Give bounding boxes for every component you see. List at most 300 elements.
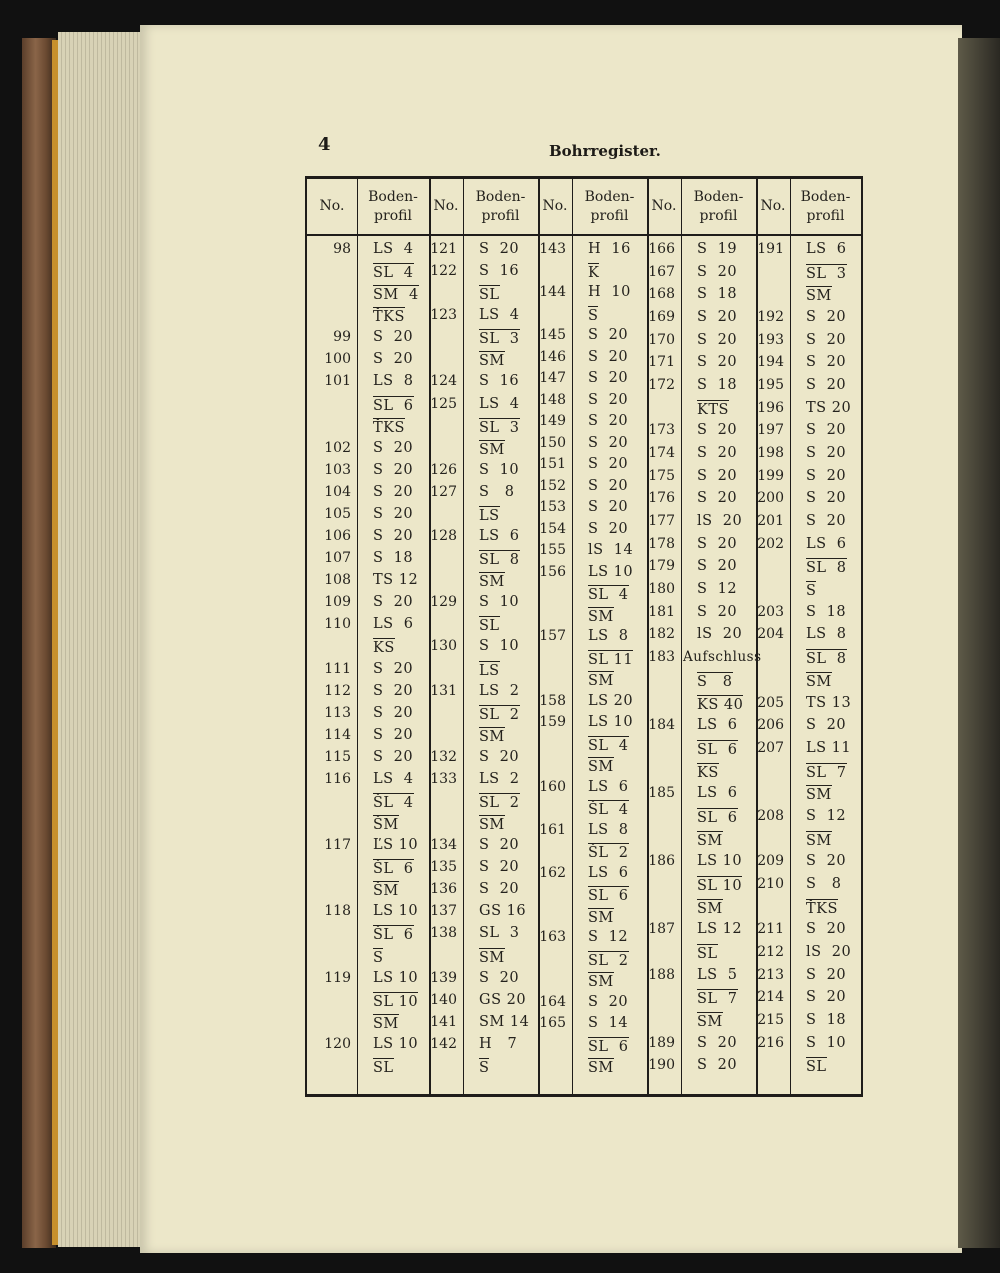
soil-profile-layer: LS 8	[806, 626, 847, 643]
soil-profile-layer: ŤKS	[373, 419, 405, 436]
soil-profile-layer: S 20	[373, 329, 414, 346]
borehole-number: 149	[539, 413, 566, 430]
soil-profile-layer: SM	[697, 1013, 723, 1030]
borehole-number: 177	[648, 513, 675, 530]
borehole-number: 209	[757, 853, 784, 870]
soil-profile-layer: SM	[806, 832, 832, 849]
borehole-number: 108	[324, 572, 351, 589]
borehole-number: 183	[648, 649, 675, 666]
soil-profile-layer: S 20	[806, 717, 847, 734]
header-no: No.	[433, 198, 459, 214]
borehole-number: 154	[539, 520, 566, 537]
borehole-number: 138	[430, 925, 457, 942]
soil-profile-layer: LS 4	[373, 770, 414, 787]
soil-profile-layer: S	[373, 949, 384, 966]
header-profile-line1: Boden-	[475, 188, 526, 205]
soil-profile-layer: K	[588, 264, 600, 281]
borehole-number: 120	[324, 1035, 351, 1052]
borehole-number: 110	[324, 616, 351, 633]
soil-profile-layer: SL	[479, 618, 500, 635]
soil-profile-layer: ŠL 6	[373, 927, 414, 944]
header-profile-line2: profil	[590, 207, 629, 224]
borehole-number: 170	[648, 331, 675, 348]
borehole-number: 115	[324, 748, 351, 765]
header-no: No.	[542, 198, 568, 214]
borehole-number: 139	[430, 969, 457, 986]
header-profile-line1: Boden-	[368, 188, 418, 205]
soil-profile-layer: LS 6	[479, 528, 520, 545]
borehole-number: 193	[757, 331, 784, 348]
borehole-number: 188	[648, 966, 675, 983]
borehole-number: 176	[648, 490, 675, 507]
header-bodenprofil	[572, 179, 647, 234]
borehole-number: 164	[539, 993, 566, 1010]
borehole-number: 152	[539, 477, 566, 494]
soil-profile-layer: TS 12	[373, 572, 419, 589]
soil-profile-layer: SL 6	[373, 397, 414, 414]
borehole-number: 132	[430, 748, 457, 765]
borehole-number: 111	[324, 660, 351, 677]
borehole-number: 182	[648, 626, 675, 643]
soil-profile-layer: LS 6	[373, 616, 414, 633]
soil-profile-layer: SL 7	[697, 991, 738, 1008]
borehole-number: 124	[430, 373, 457, 390]
borehole-number: 126	[430, 461, 457, 478]
soil-profile-layer: S 20	[806, 966, 847, 983]
borehole-number: 190	[648, 1057, 675, 1074]
borehole-number: 161	[539, 821, 566, 838]
borehole-number: 187	[648, 921, 675, 938]
soil-profile-layer: S 20	[697, 1034, 738, 1051]
borehole-number: 207	[757, 739, 784, 756]
borehole-number: 178	[648, 535, 675, 552]
soil-profile-layer: S 20	[806, 422, 847, 439]
soil-profile-layer: SL 3	[806, 265, 847, 282]
soil-profile-layer: SL 6	[697, 809, 738, 826]
soil-profile-layer: SL 4	[588, 587, 629, 604]
soil-profile-layer: LS 2	[479, 682, 520, 699]
soil-profile-layer: SM	[588, 608, 614, 625]
borehole-number: 156	[539, 563, 566, 580]
soil-profile-layer: S 12	[806, 807, 847, 824]
soil-profile-layer: SM	[588, 1060, 614, 1077]
soil-profile-layer: S 20	[588, 434, 629, 451]
borehole-number: 212	[757, 943, 784, 960]
soil-profile-layer: SM	[806, 673, 832, 690]
borehole-number: 121	[430, 241, 457, 257]
soil-profile-layer: SL	[697, 945, 718, 962]
borehole-number: 206	[757, 717, 784, 734]
borehole-number: 195	[757, 377, 784, 394]
borehole-number: 172	[648, 377, 675, 394]
soil-profile-layer: LS 6	[697, 785, 738, 802]
borehole-number: 168	[648, 286, 675, 303]
borehole-number: 197	[757, 422, 784, 439]
soil-profile-layer: LS 10	[373, 1035, 419, 1052]
soil-profile-layer: S 10	[806, 1034, 847, 1051]
soil-profile-layer: LS 10	[373, 903, 419, 920]
soil-profile-layer: S 20	[588, 477, 629, 494]
borehole-number: 143	[539, 241, 566, 257]
soil-profile-layer: SL 6	[588, 888, 629, 905]
borehole-number: 216	[757, 1034, 784, 1051]
soil-profile-layer: ŠM	[373, 817, 399, 834]
soil-profile-layer: lS 20	[806, 943, 852, 960]
soil-profile-layer: TS 13	[806, 694, 852, 711]
borehole-number: 113	[324, 704, 351, 721]
soil-profile-layer: SL 4	[588, 737, 629, 754]
soil-profile-layer: SL 8	[806, 651, 847, 668]
borehole-number: 169	[648, 309, 675, 326]
soil-profile-layer: S 10	[479, 638, 520, 655]
borehole-number: 194	[757, 354, 784, 371]
borehole-number: 144	[539, 284, 566, 301]
soil-profile-layer: S 20	[588, 327, 629, 344]
borehole-number: 213	[757, 966, 784, 983]
borehole-number: 214	[757, 989, 784, 1006]
header-profile-line1: Boden-	[693, 188, 744, 205]
soil-profile-layer: LS 11	[806, 739, 852, 756]
soil-profile-layer: S 20	[588, 391, 629, 408]
soil-profile-layer: TS 20	[806, 399, 852, 416]
header-profile-line1: Boden-	[800, 188, 851, 205]
borehole-number: 201	[757, 513, 784, 530]
soil-profile-layer: LS 6	[588, 778, 629, 795]
header-profile-line1: Boden-	[584, 188, 635, 205]
column-divider	[790, 179, 791, 1094]
soil-profile-layer: S 20	[373, 748, 414, 765]
soil-profile-layer: LS 8	[588, 628, 629, 645]
soil-profile-layer: Aufschluss	[683, 649, 762, 666]
soil-profile-layer: SM	[697, 900, 723, 917]
soil-profile-layer: KS	[373, 640, 395, 657]
soil-profile-layer: S 18	[806, 603, 847, 620]
soil-profile-layer: SL 3	[479, 419, 520, 436]
soil-profile-layer: S 20	[588, 348, 629, 365]
borehole-number: 129	[430, 594, 457, 611]
borehole-number: 175	[648, 467, 675, 484]
soil-profile-layer: S 14	[588, 1015, 629, 1032]
soil-profile-layer: SL 3	[479, 925, 520, 942]
soil-profile-layer: SM	[588, 673, 614, 690]
soil-profile-layer: LS 6	[697, 717, 738, 734]
column-divider	[681, 179, 682, 1094]
soil-profile-layer: S 8	[479, 483, 515, 500]
header-profile-line2: profil	[699, 207, 738, 224]
borehole-number: 162	[539, 864, 566, 881]
soil-profile-layer: SL 2	[479, 794, 520, 811]
soil-profile-layer: S 20	[697, 1057, 738, 1074]
soil-profile-layer: S 18	[697, 286, 738, 303]
borehole-number: 130	[430, 638, 457, 655]
soil-profile-layer: SL 2	[479, 706, 520, 723]
header-bodenprofil	[357, 179, 429, 234]
borehole-number: 192	[757, 309, 784, 326]
borehole-number: 104	[324, 483, 351, 500]
soil-profile-layer: S 18	[697, 377, 738, 394]
borehole-number: 196	[757, 399, 784, 416]
soil-profile-layer: GS 20	[479, 991, 527, 1008]
soil-profile-layer: S 20	[588, 370, 629, 387]
soil-profile-layer: ĽS 10	[373, 837, 419, 854]
borehole-number: 167	[648, 263, 675, 280]
borehole-number: 131	[430, 682, 457, 699]
soil-profile-layer: LS 12	[697, 921, 743, 938]
soil-profile-layer: S 20	[479, 859, 520, 876]
borehole-number: 215	[757, 1011, 784, 1028]
borehole-number: 198	[757, 445, 784, 462]
soil-profile-layer: S 8	[697, 673, 733, 690]
borehole-number: 200	[757, 490, 784, 507]
soil-profile-layer: S 20	[588, 456, 629, 473]
soil-profile-layer: H 10	[588, 284, 631, 301]
soil-profile-layer: S 20	[806, 513, 847, 530]
soil-profile-layer: S 20	[588, 499, 629, 516]
soil-profile-layer: LS 10	[697, 853, 743, 870]
soil-profile-layer: S 20	[373, 439, 414, 456]
soil-profile-layer: S 20	[373, 351, 414, 368]
soil-profile-layer: SL 10	[697, 877, 743, 894]
soil-profile-layer: S 20	[373, 461, 414, 478]
soil-profile-layer: S 20	[373, 726, 414, 743]
bohrregister-table	[305, 176, 863, 1097]
facing-page-shadow	[958, 38, 1000, 1248]
borehole-number: 204	[757, 626, 784, 643]
soil-profile-layer: SL	[373, 1059, 394, 1076]
soil-profile-layer: LS 4	[479, 395, 520, 412]
soil-profile-layer: H 7	[479, 1035, 518, 1052]
borehole-number: 99	[333, 329, 351, 346]
borehole-number: 141	[430, 1013, 457, 1030]
page-title: Bohrregister.	[549, 142, 661, 160]
soil-profile-layer: LS 10	[588, 714, 634, 731]
borehole-number: 186	[648, 853, 675, 870]
borehole-number: 165	[539, 1015, 566, 1032]
borehole-number: 151	[539, 456, 566, 473]
header-bodenprofil	[681, 179, 756, 234]
column-divider	[357, 179, 358, 1094]
soil-profile-layer: LS 2	[479, 770, 520, 787]
soil-profile-layer: KS 40	[697, 696, 744, 713]
borehole-number: 106	[324, 528, 351, 545]
soil-profile-layer: LS 4	[479, 307, 520, 324]
soil-profile-layer: lS 20	[697, 626, 743, 643]
soil-profile-layer: SM	[373, 1015, 399, 1032]
soil-profile-layer: S 20	[479, 748, 520, 765]
soil-profile-layer: S 18	[373, 550, 414, 567]
soil-profile-layer: KS	[697, 764, 719, 781]
soil-profile-layer: S 20	[373, 660, 414, 677]
header-bodenprofil	[463, 179, 538, 234]
column-divider	[572, 179, 573, 1094]
borehole-number: 100	[324, 351, 351, 368]
borehole-number: 112	[324, 682, 351, 699]
header-no: No.	[319, 198, 345, 214]
borehole-number: 180	[648, 581, 675, 598]
borehole-number: 160	[539, 778, 566, 795]
borehole-number: 158	[539, 692, 566, 709]
soil-profile-layer: S 20	[373, 704, 414, 721]
soil-profile-layer: SM	[588, 909, 614, 926]
soil-profile-layer: S 20	[697, 354, 738, 371]
soil-profile-layer: ŤKS	[373, 309, 405, 326]
borehole-number: 117	[324, 837, 351, 854]
borehole-number: 179	[648, 558, 675, 575]
soil-profile-layer: SL	[806, 1059, 827, 1076]
borehole-number: 125	[430, 395, 457, 412]
soil-profile-layer: LS 6	[806, 535, 847, 552]
soil-profile-layer: S 20	[697, 603, 738, 620]
soil-profile-layer: S 20	[806, 445, 847, 462]
borehole-number: 137	[430, 903, 457, 920]
borehole-number: 146	[539, 348, 566, 365]
soil-profile-layer: SL 10	[373, 993, 419, 1010]
soil-profile-layer: LS 6	[588, 864, 629, 881]
soil-profile-layer: lS 14	[588, 542, 634, 559]
borehole-number: 145	[539, 327, 566, 344]
soil-profile-layer: LS 5	[697, 966, 738, 983]
soil-profile-layer: S 20	[373, 483, 414, 500]
soil-profile-layer: SL 6	[588, 1038, 629, 1055]
borehole-number: 105	[324, 505, 351, 522]
borehole-number: 181	[648, 603, 675, 620]
soil-profile-layer: SL 2	[588, 952, 629, 969]
header-profile-line2: profil	[481, 207, 520, 224]
borehole-number: 102	[324, 439, 351, 456]
borehole-number: 135	[430, 859, 457, 876]
soil-profile-layer: SM	[479, 949, 505, 966]
soil-profile-layer: S 12	[588, 929, 629, 946]
borehole-number: 114	[324, 726, 351, 743]
soil-profile-layer: SL 3	[479, 331, 520, 348]
soil-profile-layer: LS 20	[588, 692, 634, 709]
borehole-number: 116	[324, 770, 351, 787]
soil-profile-layer: S 20	[479, 969, 520, 986]
soil-profile-layer: S	[588, 307, 599, 324]
borehole-number: 133	[430, 770, 457, 787]
soil-profile-layer: S 20	[588, 520, 629, 537]
soil-profile-layer: ŠM	[373, 883, 399, 900]
soil-profile-layer: S 19	[697, 241, 738, 257]
soil-profile-layer: LS	[479, 662, 500, 679]
soil-profile-layer: LS 8	[588, 821, 629, 838]
soil-profile-layer: ŤKS	[806, 900, 838, 917]
soil-profile-layer: S 20	[697, 331, 738, 348]
soil-profile-layer: S 16	[479, 263, 520, 280]
soil-profile-layer: LS	[479, 507, 500, 524]
borehole-number: 127	[430, 483, 457, 500]
borehole-number: 189	[648, 1034, 675, 1051]
soil-profile-layer: SM	[588, 974, 614, 991]
borehole-number: 173	[648, 422, 675, 439]
soil-profile-layer: S 20	[697, 263, 738, 280]
soil-profile-layer: S 20	[479, 881, 520, 898]
soil-profile-layer: S 20	[373, 528, 414, 545]
borehole-number: 134	[430, 837, 457, 854]
soil-profile-layer: S 18	[806, 1011, 847, 1028]
borehole-number: 202	[757, 535, 784, 552]
soil-profile-layer: SL 7	[806, 764, 847, 781]
soil-profile-layer: lS 20	[697, 513, 743, 530]
borehole-number: 148	[539, 391, 566, 408]
borehole-number: 163	[539, 929, 566, 946]
soil-profile-layer: SL 6	[697, 741, 738, 758]
header-rule	[307, 234, 861, 236]
soil-profile-layer: SM 14	[479, 1013, 530, 1030]
soil-profile-layer: SM	[806, 787, 832, 804]
borehole-number: 210	[757, 875, 784, 892]
soil-profile-layer: LS 4	[373, 241, 414, 257]
borehole-number: 211	[757, 921, 784, 938]
soil-profile-layer: S	[479, 1059, 490, 1076]
soil-profile-layer: S 20	[479, 241, 520, 257]
borehole-number: 98	[333, 241, 351, 257]
borehole-number: 103	[324, 461, 351, 478]
borehole-number: 136	[430, 881, 457, 898]
soil-profile-layer: SL 8	[479, 552, 520, 569]
borehole-number: 205	[757, 694, 784, 711]
soil-profile-layer: SM	[479, 441, 505, 458]
soil-profile-layer: S 20	[806, 490, 847, 507]
soil-profile-layer: S 20	[697, 309, 738, 326]
soil-profile-layer: LS 10	[373, 969, 419, 986]
soil-profile-layer: SL	[479, 287, 500, 304]
header-profile-line2: profil	[374, 207, 412, 224]
soil-profile-layer: LS 10	[588, 563, 634, 580]
soil-profile-layer: S 12	[697, 581, 738, 598]
borehole-number: 118	[324, 903, 351, 920]
soil-profile-layer: S 16	[479, 373, 520, 390]
soil-profile-layer: S 20	[806, 309, 847, 326]
borehole-number: 203	[757, 603, 784, 620]
header-profile-line2: profil	[806, 207, 845, 224]
borehole-number: 150	[539, 434, 566, 451]
soil-profile-layer: SL 11	[588, 651, 634, 668]
soil-profile-layer: ŠL 4	[373, 794, 414, 811]
soil-profile-layer: ŠL 6	[373, 861, 414, 878]
soil-profile-layer: SL 8	[806, 560, 847, 577]
column-divider	[463, 179, 464, 1094]
soil-profile-layer: S 8	[806, 875, 842, 892]
soil-profile-layer: S 20	[479, 837, 520, 854]
soil-profile-layer: S 20	[806, 377, 847, 394]
borehole-number: 157	[539, 628, 566, 645]
borehole-number: 185	[648, 785, 675, 802]
borehole-number: 107	[324, 550, 351, 567]
borehole-number: 208	[757, 807, 784, 824]
soil-profile-layer: S 20	[588, 413, 629, 430]
borehole-number: 101	[324, 373, 351, 390]
header-no: No.	[651, 198, 677, 214]
borehole-number: 174	[648, 445, 675, 462]
soil-profile-layer: S 20	[806, 354, 847, 371]
soil-profile-layer: S 20	[697, 422, 738, 439]
soil-profile-layer: S 10	[479, 461, 520, 478]
soil-profile-layer: S 20	[373, 505, 414, 522]
soil-profile-layer: H 16	[588, 241, 631, 257]
soil-profile-layer: S 20	[373, 594, 414, 611]
soil-profile-layer: LS 6	[806, 241, 847, 257]
soil-profile-layer: S 20	[697, 558, 738, 575]
soil-profile-layer: S 20	[373, 682, 414, 699]
borehole-number: 128	[430, 528, 457, 545]
soil-profile-layer: S 20	[806, 989, 847, 1006]
soil-profile-layer: SM	[479, 574, 505, 591]
borehole-number: 184	[648, 717, 675, 734]
soil-profile-layer: S 20	[806, 467, 847, 484]
borehole-number: 142	[430, 1035, 457, 1052]
borehole-number: 123	[430, 307, 457, 324]
